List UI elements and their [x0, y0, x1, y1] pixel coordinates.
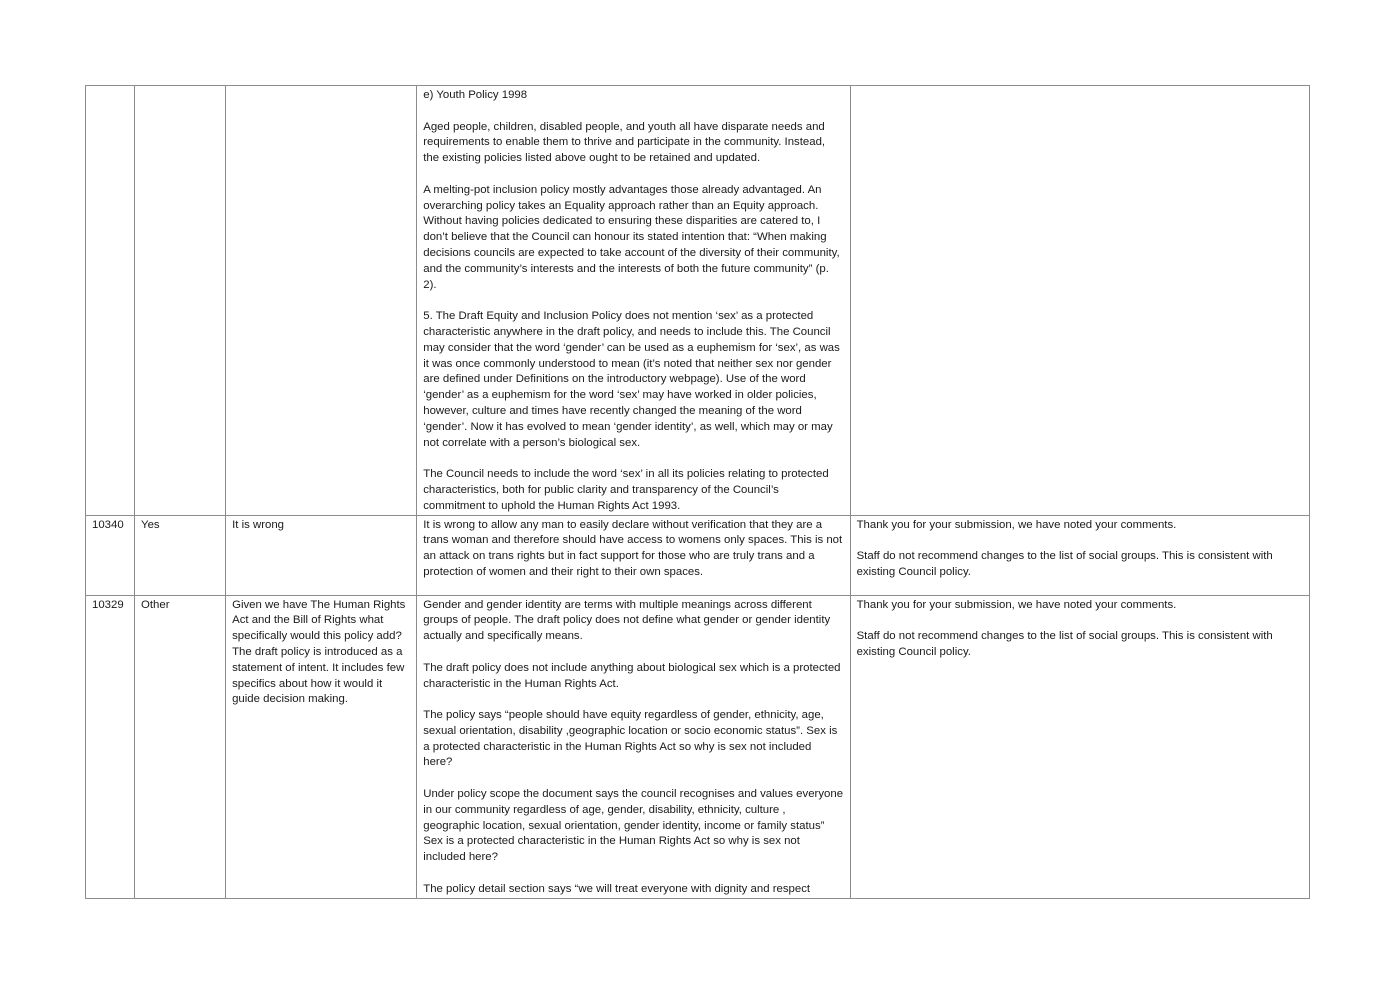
- answer: Yes: [141, 518, 160, 531]
- submissions-table: [85, 85, 1310, 899]
- staff-response-cell: [850, 86, 1309, 516]
- submission-id: 10340: [92, 518, 124, 531]
- submission-paragraph: The draft policy does not include anything about biological sex which is a protected characteristic in the Human Rights Act.: [423, 661, 841, 690]
- reason-cell: [226, 86, 417, 516]
- submission-paragraph: Under policy scope the document says the council recognises and values everyone in our community regardless of age, gender, disability, ethnicity, culture , geographic location, sexual orientation, gender identity, income or family status” Sex is a protected characteristic in the Human Rights Act so why is sex not included here?: [423, 788, 844, 864]
- submission-paragraph: The Council needs to include the word ‘sex’ in all its policies relating to protected characteristics, both for public clarity and transparency of the Council’s commitment to uphold the Human Rights Act 1993.: [423, 468, 829, 512]
- submission-text-cell: [417, 86, 850, 516]
- response-paragraph: Staff do not recommend changes to the list of social groups. This is consistent with existing Council policy.: [856, 550, 1273, 578]
- submission-paragraph: The policy says “people should have equity regardless of gender, ethnicity, age, sexual orientation, disability ,geographic location or socio economic status”. Sex is a protected characteristic in the Human Rights Act so why is sex not included here?: [423, 709, 838, 769]
- submission-paragraph: Aged people, children, disabled people, and youth all have disparate needs and requirements to enable them to thrive and participate in the community. Instead, the existing policies listed above ought to be retained and updated.: [423, 120, 826, 165]
- response-paragraph: Staff do not recommend changes to the list of social groups. This is consistent with existing Council policy.: [856, 630, 1273, 658]
- table-row: [86, 595, 1310, 898]
- table-row: [86, 515, 1310, 595]
- answer: Other: [141, 598, 170, 611]
- response-paragraph: Thank you for your submission, we have noted your comments.: [856, 518, 1177, 531]
- reason: Given we have The Human Rights Act and the Bill of Rights what specifically would this policy add? The draft policy is introduced as a statement of intent. It includes few specifics about how it would it guide decision making.: [232, 598, 406, 706]
- submission-id: 10329: [92, 598, 124, 611]
- reason-cell: [226, 515, 417, 595]
- submission-text-cell: [417, 515, 850, 595]
- submission-id-cell: [86, 515, 135, 595]
- submission-id-cell: [86, 86, 135, 516]
- answer-cell: [135, 515, 226, 595]
- submission-paragraph: Gender and gender identity are terms with multiple meanings across different groups of people. The draft policy does not define what gender or gender identity actually and specifically means.: [423, 598, 831, 643]
- table-row: [86, 86, 1310, 516]
- submission-paragraph: A melting-pot inclusion policy mostly advantages those already advantaged. An overarching policy takes an Equality approach rather than an Equity approach. Without having policies dedicated to ensuring these disparities are catered to, I don’t believe that the Council can honour its stated intention that: “When making decisions councils are expected to take account of the diversity of their community, and the community’s interests and the interests of both the future community” (p. 2).: [423, 183, 840, 291]
- submission-id-cell: [86, 595, 135, 898]
- submission-paragraph: The policy detail section says “we will treat everyone with dignity and respect: [423, 882, 811, 895]
- submission-paragraph: It is wrong to allow any man to easily declare without verification that they are a trans woman and therefore should have access to womens only spaces. This is not an attack on trans rights but in fact support for those who are truly trans and a protection of women and their right to their own spaces.: [423, 518, 843, 578]
- submission-paragraph: e) Youth Policy 1998: [423, 89, 528, 101]
- staff-response-cell: [850, 595, 1309, 898]
- answer-cell: [135, 595, 226, 898]
- submission-paragraph: 5. The Draft Equity and Inclusion Policy does not mention ‘sex’ as a protected characteristic anywhere in the draft policy, and needs to include this. The Council may consider that the word ‘gender’ can be used as a euphemism for ‘sex’, as was it was once commonly understood to mean (it’s noted that neither sex nor gender are defined under Definitions on the introductory webpage). Use of the word ‘gender’ as a euphemism for the word ‘sex’ may have worked in older policies, however, culture and times have recently changed the meaning of the word ‘gender’. Now it has evolved to mean ‘gender identity’, as well, which may or may not correlate with a person’s biological sex.: [423, 310, 840, 449]
- staff-response-cell: [850, 515, 1309, 595]
- answer-cell: [135, 86, 226, 516]
- response-paragraph: Thank you for your submission, we have noted your comments.: [856, 598, 1177, 611]
- reason: It is wrong: [232, 518, 285, 531]
- submission-text-cell: [417, 595, 850, 898]
- reason-cell: [226, 595, 417, 898]
